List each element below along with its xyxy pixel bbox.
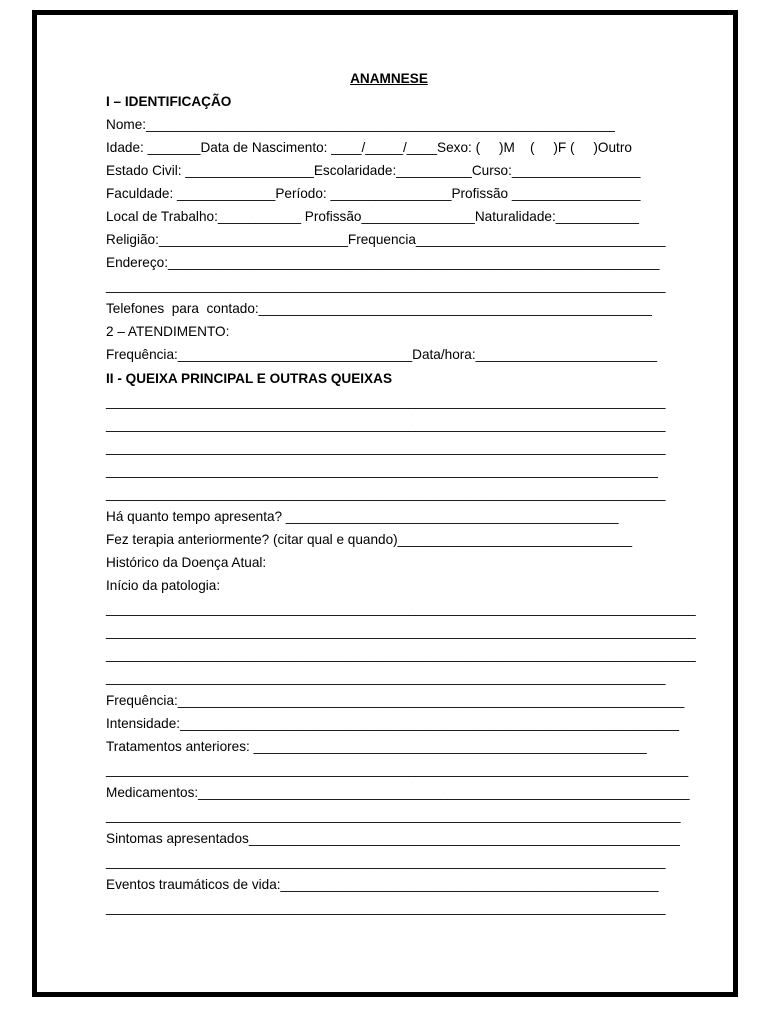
form-title: ANAMNESE [350,71,428,86]
label-historico-doenca: Histórico da Doença Atual: [106,555,267,570]
field-medicamentos[interactable]: Medicamentos:_________________________________________________________________ [106,785,690,800]
field-endereco[interactable]: Endereço:_________________________________________________________________ [106,255,660,270]
field-frequencia[interactable]: Frequência:___________________________________________________________________ [106,693,685,708]
blank-line[interactable]: __________________________________________________________________________ [106,670,666,685]
field-local-trabalho[interactable]: Local de Trabalho:___________ Profissão_______________Naturalidade:___________ [106,209,639,224]
blank-line[interactable]: __________________________________________________________________________ [106,417,666,432]
section-heading-identificacao: I – IDENTIFICAÇÃO [106,94,232,109]
field-idade-nascimento-sexo[interactable]: Idade: _______Data de Nascimento: ____/_____/____Sexo: ( )M ( )F ( )Outro [106,140,632,155]
blank-line[interactable]: __________________________________________________________________________ [106,440,666,455]
blank-line[interactable]: __________________________________________________________________________ [106,486,666,501]
blank-line[interactable]: __________________________________________________________________________ [106,854,666,869]
blank-line[interactable]: _________________________________________________________________________ [106,463,658,478]
blank-line[interactable]: ______________________________________________________________________________ [106,601,696,616]
field-religiao[interactable]: Religião:_________________________Frequencia_________________________________ [106,232,666,247]
blank-line[interactable]: __________________________________________________________________________ [106,394,666,409]
blank-line[interactable]: __________________________________________________________________________ [106,278,666,293]
field-sintomas[interactable]: Sintomas apresentados_________________________________________________________ [106,831,680,846]
blank-line[interactable]: ______________________________________________________________________________ [106,624,696,639]
field-faculdade[interactable]: Faculdade: _____________Período: ________________Profissão _________________ [106,186,641,201]
field-intensidade[interactable]: Intensidade:__________________________________________________________________ [106,716,680,731]
field-terapia-anterior[interactable]: Fez terapia anteriormente? (citar qual e quando)_______________________________ [106,532,633,547]
field-tratamentos-anteriores[interactable]: Tratamentos anteriores: ____________________________________________________ [106,739,647,754]
field-telefones[interactable]: Telefones para contado:____________________________________________________ [106,301,652,316]
field-frequencia-data[interactable]: Frequência:_______________________________Data/hora:________________________ [106,347,658,362]
section-heading-queixa: II - QUEIXA PRINCIPAL E OUTRAS QUEIXAS [106,371,393,386]
label-inicio-patologia: Início da patologia: [106,578,221,593]
field-estado-civil[interactable]: Estado Civil: _________________Escolaridade:__________Curso:_________________ [106,163,641,178]
blank-line[interactable]: ____________________________________________________________________________ [106,808,681,823]
blank-line[interactable]: __________________________________________________________________________ [106,900,666,915]
section-heading-atendimento: 2 – ATENDIMENTO: [106,324,230,339]
field-eventos-traumaticos[interactable]: Eventos traumáticos de vida:__________________________________________________ [106,877,659,892]
form-body [106,0,706,915]
field-ha-quanto-tempo[interactable]: Há quanto tempo apresenta? ____________________________________________ [106,509,619,524]
field-nome[interactable]: Nome:______________________________________________________________ [106,117,615,132]
blank-line[interactable]: ______________________________________________________________________________ [106,647,696,662]
blank-line[interactable]: _____________________________________________________________________________ [106,762,689,777]
